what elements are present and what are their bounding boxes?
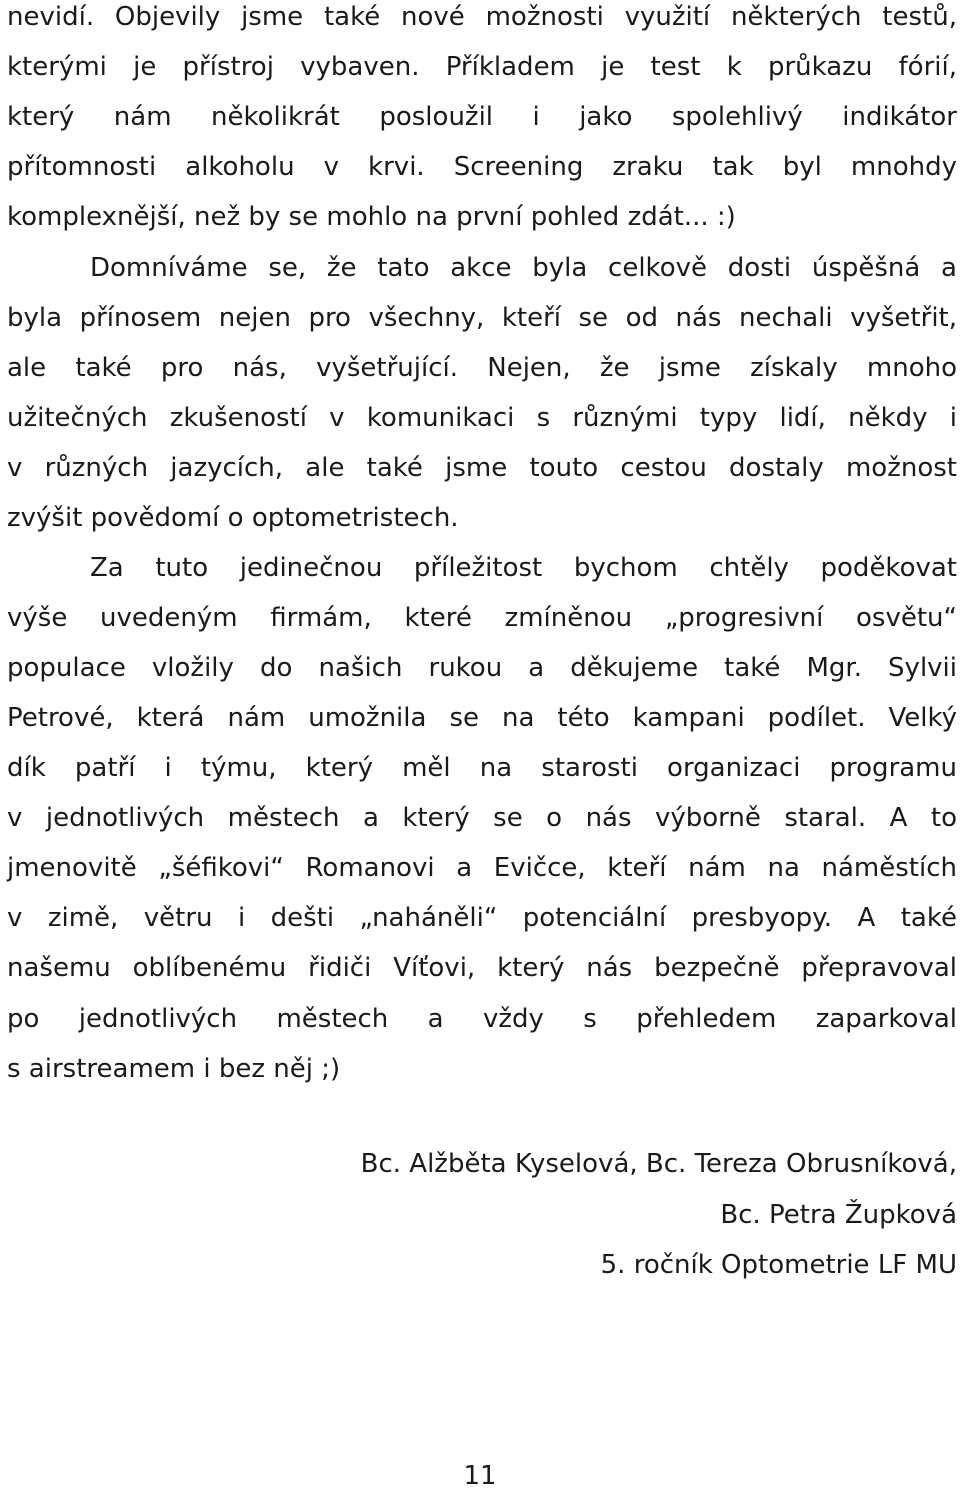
text-line: v jednotlivých městech a který se o nás výborně staral. A to <box>7 803 957 833</box>
paragraph-first-line: Za tuto jedinečnou příležitost bychom chtěly poděkovat <box>90 553 957 583</box>
paragraph-first-line: Domníváme se, že tato akce byla celkově dosti úspěšná a <box>90 253 957 283</box>
text-line: byla přínosem nejen pro všechny, kteří se od nás nechali vyšetřit, <box>7 303 957 333</box>
signature-authors-line-1: Bc. Alžběta Kyselová, Bc. Tereza Obrusníková, <box>360 1149 957 1179</box>
signature-authors-line-2: Bc. Petra Župková <box>720 1200 957 1230</box>
text-line: populace vložily do našich rukou a děkujeme také Mgr. Sylvii <box>7 653 957 683</box>
text-line: v zimě, větru i dešti „naháněli“ potenciální presbyopy. A také <box>7 903 957 933</box>
text-line: komplexnější, než by se mohlo na první pohled zdát... :) <box>7 202 736 232</box>
text-line: ale také pro nás, vyšetřující. Nejen, že jsme získaly mnoho <box>7 353 957 383</box>
text-line: v různých jazycích, ale také jsme touto cestou dostaly možnost <box>7 453 957 483</box>
text-line: s airstreamem i bez něj ;) <box>7 1054 341 1084</box>
text-line: našemu oblíbenému řidiči Víťovi, který nás bezpečně přepravoval <box>7 953 957 983</box>
signature-affiliation: 5. ročník Optometrie LF MU <box>600 1250 957 1280</box>
page-number: 11 <box>463 1461 497 1491</box>
text-line: nevidí. Objevily jsme také nové možnosti využití některých testů, <box>7 2 957 32</box>
text-line: Petrové, která nám umožnila se na této kampani podílet. Velký <box>7 703 957 733</box>
text-line: který nám několikrát posloužil i jako spolehlivý indikátor <box>7 102 957 132</box>
text-line: přítomnosti alkoholu v krvi. Screening zraku tak byl mnohdy <box>7 152 957 182</box>
text-line: výše uvedeným firmám, které zmíněnou „progresivní osvětu“ <box>7 603 957 633</box>
text-line: užitečných zkušeností v komunikaci s různými typy lidí, někdy i <box>7 403 957 433</box>
text-line: zvýšit povědomí o optometristech. <box>7 503 459 533</box>
text-line: kterými je přístroj vybaven. Příkladem je test k průkazu fórií, <box>7 52 957 82</box>
text-line: jmenovitě „šéfikovi“ Romanovi a Evičce, kteří nám na náměstích <box>7 853 957 883</box>
text-line: dík patří i týmu, který měl na starosti organizaci programu <box>7 753 957 783</box>
text-line: po jednotlivých městech a vždy s přehledem zaparkoval <box>7 1004 957 1034</box>
